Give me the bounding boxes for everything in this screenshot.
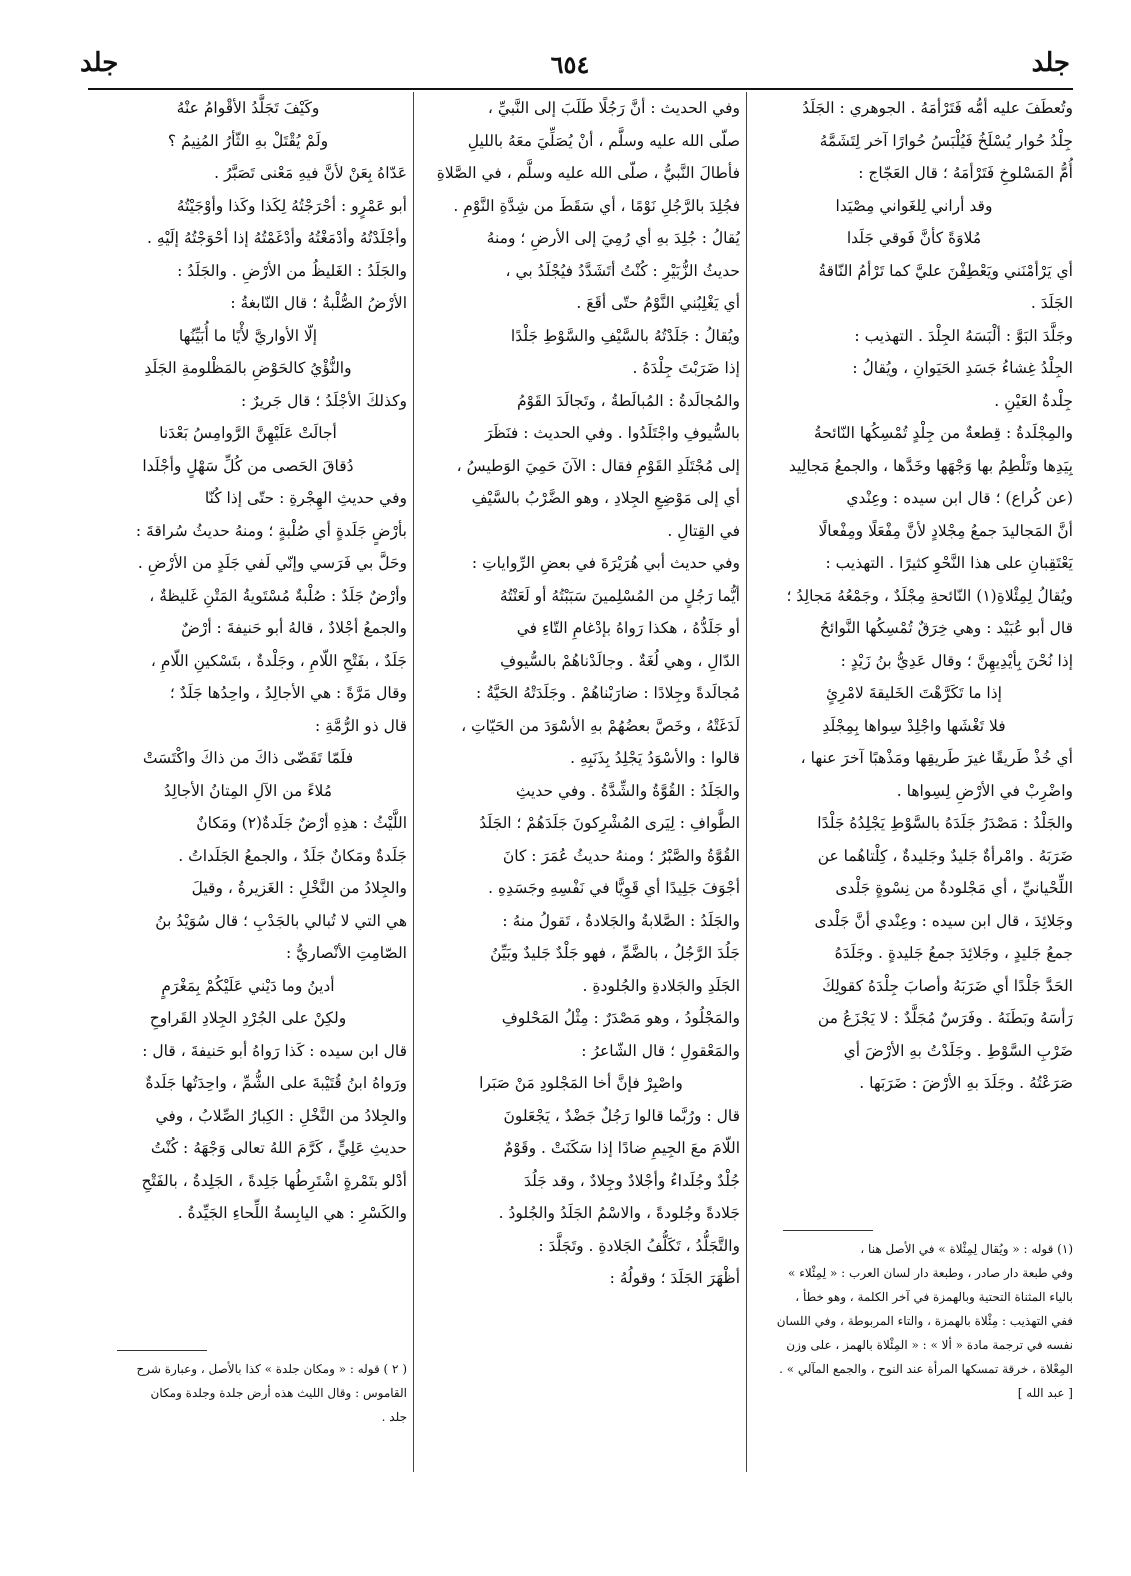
text-line: (عن كُراع) ؛ قال ابن سيده : وعِنْدي: [846, 489, 1073, 507]
column-right-body: [755, 92, 1073, 1100]
text-line: الجَلَدَ .: [1030, 294, 1073, 312]
text-line: أبو عَمْرٍو : أحْرَجْتُهُ لِكَذا وكَذا وأوْجَيْتُهُ: [176, 196, 407, 215]
text-line: جِلْدةُ العَيْنِ .: [994, 391, 1073, 410]
text-line: اللّامَ معَ الجِيمِ ضادًا إذا سَكَنَتْ . وقَوْمٌ: [503, 1139, 740, 1157]
text-line: ويُقالُ لِمِئْلاةِ(١) النّائحةِ مِجْلَدٌ ، وجَمْعُهُ مَجالِدُ ؛: [786, 586, 1073, 605]
text-line: الجَلَدِ والجَلادةِ والجُلودةِ .: [582, 976, 740, 995]
text-line: وكذلكَ الأجْلَدُ ؛ قال جَريرٌ :: [241, 391, 407, 410]
footnote-rule: [117, 1350, 207, 1351]
column-right: [755, 92, 1073, 1472]
header-word-left: جلد: [80, 48, 119, 78]
text-line: إذا ما تَكَرَّهْتَ الخَليقةَ لامْرِئٍ: [826, 684, 1002, 702]
text-line: إلّا الأواريَّ لأْيًا ما أُبَيِّنُها: [178, 326, 318, 345]
header-rule: [88, 88, 1073, 90]
column-middle: [422, 92, 740, 1472]
text-line: الدّالِ ، وهي لُغَةٌ . وجالَدْناهُمْ بالسُّيوفِ: [500, 651, 740, 670]
footnote-left: [89, 1342, 407, 1429]
text-line: يَعْتَقِبانِ على هذا النَّحْوِ كثيرًا . التهذيب :: [825, 554, 1073, 572]
text-line: واضْرِبْ في الأرْضِ لِسِواها .: [896, 781, 1073, 800]
text-line: بِيَدِها وتَلْطِمُ بها وَجْهَها وخَدَّها ، والجمعُ مَجالِيد: [788, 456, 1073, 475]
footnote-line: بالياء المثناة التحتية وبالهمزة في آخر الكلمة ، وهو خطأ ،: [795, 1290, 1073, 1304]
text-line: والجَلَدُ : الصَّلابةُ والجَلادةُ ، تَقولُ منهُ :: [502, 911, 740, 930]
footnote-right-body: [755, 1237, 1073, 1405]
text-line: وفي حديث أبي هُرَيْرَةَ في بعضِ الرِّواياتِ :: [471, 554, 740, 572]
footnote-left-body: [89, 1357, 407, 1429]
text-line: مُجالَدةً وجِلادًا : ضارَبْناهُمْ . وجَلَدَتْهُ الحَيَّةُ :: [476, 684, 740, 702]
text-line: مُلاوَةً كأنَّ فَوقي جَلَدا: [846, 229, 982, 247]
text-line: والمُجالَدةُ : المُبالَطةُ ، وتَجالَدَ القَوْمُ: [516, 391, 740, 410]
text-line: رَأسَهُ وبَطَنَهُ . وفَرَسٌ مُجَلَّدٌ : لا يَجْزَعُ من: [817, 1009, 1073, 1027]
text-line: أنَّ المَجاليدَ جمعُ مِجْلادٍ لأنَّ مِفْعَلًا ومِفْعالًا: [818, 521, 1073, 540]
text-line: وحَلَّ بي فَرَسي وإنّي لَفي جَلَدٍ من الأرْضِ .: [137, 554, 407, 572]
text-line: الصّامِتِ الأنْصاريُّ :: [285, 944, 407, 962]
text-line: القُوَّةُ والصَّبْرُ ؛ ومنهُ حديثُ عُمَرَ : كانَ: [502, 846, 740, 865]
text-line: قال ابن سيده : كَذا رَواهُ أبو حَنيفةَ ، قال :: [142, 1041, 407, 1060]
page-number: ٦٥٤: [550, 50, 590, 79]
text-line: الحَدَّ جَلْدًا أي ضَرَبَهُ وأصابَ جِلْدَهُ كقولِكَ: [822, 976, 1073, 995]
column-divider: [413, 92, 414, 1472]
text-line: فجُلِدَ بالرَّجُلِ نَوْمًا ، أي سَقَطَ من شِدَّةِ النَّوْمِ .: [453, 196, 740, 215]
text-line: والمَعْقولِ ؛ قال الشّاعرُ :: [581, 1041, 740, 1060]
text-line: إذا نُحْنَ بِأيْدِيهِنَّ ؛ وقال عَدِيُّ بنُ زَيْدٍ :: [840, 651, 1073, 670]
text-line: والجمعُ أجْلادٌ ، قالهُ أبو حَنيفةَ : أرْضٌ: [181, 619, 407, 637]
text-line: إذا ضَرَبْتَ جِلْدَهُ .: [632, 359, 740, 377]
column-left-body: [89, 92, 407, 1230]
text-line: أيُّما رَجُلٍ من المُسْلِمينَ سَبَبْتُهُ أو لَعَنْتُهُ: [499, 586, 740, 605]
text-line: قال ذو الرُّمَّةِ :: [315, 716, 407, 735]
text-line: لَدَغَتْهُ ، وخَصَّ بعضُهُمْ بهِ الأسْوَدَ من الحَيّاتِ ،: [461, 716, 740, 735]
text-line: فأطالَ النَّبيُّ ، صلّى الله عليه وسلَّم ، في الصَّلاةِ: [436, 164, 740, 182]
text-line: حديثُ الزُّبَيْرِ : كُنْتُ أتَشَدَّدُ فيُجْلَدُ بي ،: [505, 261, 740, 280]
footnote-line: القاموس : وقال الليث هذه أرض جلدة وجلدة ومكان: [150, 1386, 407, 1400]
text-line: أدْلو بتَمْرةٍ اشْتَرِطُها جَلِدةً ، الجَلِدةُ ، بالفَتْحِ: [141, 1171, 407, 1190]
text-line: وقد أراني لِلغَواني مِصْيَدا: [835, 196, 993, 215]
text-line: وتُعطَفَ عليه أمُّه فَتَرْأمَهُ . الجوهري : الجَلَدُ: [802, 99, 1073, 117]
text-line: فلَمّا تَقَضّى ذاكَ من ذاكَ واكْتَسَتْ: [142, 749, 354, 767]
footnote-line: المِعْلاة ، خرقة تمسكها المرأة عند النوح ، والجمع المآلي » .: [779, 1362, 1073, 1376]
text-line: وجَلَّدَ البَوَّ : ألْبَسَهُ الجِلْدَ . التهذيب :: [854, 326, 1073, 345]
text-line: جمعُ جَليدٍ ، وجَلائِدَ جمعُ جَليدةٍ . وجَلَدَهُ: [834, 944, 1073, 962]
text-line: أجْوَفَ جَلِيدًا أي قَوِيًّا في نَفْسِهِ وجَسَدِهِ .: [488, 879, 740, 897]
column-left: [89, 92, 407, 1472]
text-columns: [88, 92, 1073, 1472]
text-line: جَلَدةٌ ومَكانٌ جَلَدٌ ، والجمعُ الجَلَداتُ .: [178, 846, 407, 865]
text-line: وفي الحديث : أنَّ رَجُلًا طَلَبَ إلى النَّبيِّ ،: [487, 99, 740, 117]
footnote-line: ففي التهذيب : مِئْلاة بالهمزة ، والتاء المربوطة ، وفي اللسان: [776, 1314, 1073, 1328]
text-line: والجَلْدُ : مَصْدَرُ جَلَدَهُ بالسَّوْطِ يَجْلِدُهُ جَلْدًا: [817, 814, 1073, 832]
text-line: ويُقالُ : جَلَدْتُهُ بالسَّيْفِ والسَّوْطِ جَلْدًا: [510, 326, 740, 345]
text-line: وأجْلَدْتُهُ وأدْمَغْتُهُ وأدْغَمْتُهُ إذا أحْوَجْتُهُ إلَيْهِ .: [147, 229, 407, 247]
text-line: جَلادةً وجُلودةً ، والاسْمُ الجَلَدُ والجُلودُ .: [498, 1204, 740, 1222]
text-line: والجَلَدُ : الغَليظُ من الأرْضِ . والجَلَدُ :: [177, 261, 407, 280]
text-line: أُمُّ المَسْلوخِ فَتَرْأمَهُ ؛ قال العَجّاج :: [858, 164, 1073, 182]
footnote-line: (١) قوله : « ويُقال لِمِئْلاة » في الأصل هنا ،: [860, 1242, 1073, 1256]
text-line: في القِتالِ .: [667, 521, 740, 540]
text-line: صَرَعْتُهُ . وجَلَدَ بهِ الأرْضَ : ضَرَبَها .: [859, 1074, 1073, 1092]
text-line: قال أبو عُبَيْد : وهي خِرَقٌ تُمْسِكُها النَّوائحُ: [819, 619, 1073, 637]
text-line: والمَجْلُودُ ، وهو مَصْدَرٌ : مِثْلُ المَحْلوفِ: [501, 1009, 740, 1027]
text-line: بأرْضٍ جَلَدةٍ أي صُلْبةٍ ؛ ومنهُ حديثُ سُراقةَ :: [135, 521, 407, 540]
text-line: والجَلَدُ : القُوَّةُ والشِّدَّةُ . وفي حديثِ: [515, 781, 740, 800]
text-line: أي يَرْأمْنَني ويَعْطِفْنَ عليَّ كما تَرْأمُ النّاقةُ: [818, 261, 1073, 280]
footnote-line: جلد .: [381, 1410, 407, 1424]
text-line: والتَّجَلُّدُ ، تَكَلُّفُ الجَلادةِ . وتَجَلَّدَ :: [538, 1236, 740, 1255]
footnote-line: [ عبد الله ]: [1017, 1386, 1073, 1400]
footnote-rule: [783, 1230, 873, 1231]
text-line: مُلاءً من الآلِ المِتانُ الأجالِدُ: [163, 781, 333, 800]
text-line: قال : ورُبَّما قالوا رَجُلٌ جَضْدٌ ، يَجْعَلونَ: [503, 1106, 740, 1125]
text-line: يُقالُ : جُلِدَ بهِ أي رُمِيَ إلى الأرضِ ؛ ومنهُ: [486, 229, 740, 247]
text-line: الجِلْدُ غِشاءُ جَسَدِ الحَيَوانِ ، ويُقالُ :: [852, 359, 1073, 377]
text-line: جُلْدٌ وجُلَداءُ وأجْلادٌ وجِلادٌ ، وقد جَلُدَ: [524, 1171, 740, 1190]
text-line: قالوا : والأسْوَدُ يَجْلِدُ بِذَنَبِهِ .: [570, 749, 740, 767]
text-line: أي خُذْ طَريقًا غيرَ طَريقِها ومَذْهبًا آخرَ عنها ،: [800, 749, 1073, 767]
text-line: والجِلادُ من النَّخْلِ : الغَزيرةُ ، وقيلَ: [191, 879, 407, 897]
text-line: وأرْضٌ جَلَدٌ : صُلْبةٌ مُسْتَويةُ المَتْنِ غَليظةٌ ،: [149, 586, 407, 605]
text-line: بالسُّيوفِ واجْتَلَدُوا . وفي الحديث : فنَظَرَ: [484, 424, 740, 442]
text-line: أظْهَرَ الجَلَدَ ؛ وقولُهُ :: [609, 1269, 740, 1287]
footnote-right: [755, 1222, 1073, 1405]
text-line: ورَواهُ ابنُ قُتَيْبةَ على الشُّمِّ ، واحِدَتُها جَلَدةٌ: [145, 1074, 407, 1092]
running-header: [70, 48, 1070, 88]
text-line: الطَّوافِ : لِيَرى المُشْرِكونَ جَلَدَهُمْ ؛ الجَلَدُ: [479, 814, 740, 832]
text-line: أي يَغْلِبُني النَّوْمُ حتّى أقَعَ .: [576, 294, 740, 312]
text-line: هي التي لا تُبالي بالجَدْبِ ؛ قال سُوَيْدُ بنُ: [155, 911, 407, 930]
text-line: والنُّؤْيُ كالحَوْضِ بالمَظْلومةِ الجَلَدِ: [144, 359, 352, 377]
footnote-line: ( ٢ ) قوله : « ومكان جلدة » كذا بالأصل ، وعبارة شرح: [136, 1362, 407, 1376]
text-line: جَلَدٌ ، بفَتْحِ اللّامِ ، وجَلْدةٌ ، بتَسْكينِ اللّامِ ،: [150, 651, 407, 670]
text-line: حديثِ عَلِيٍّ ، كَرَّمَ اللهُ تعالى وَجْهَهُ : كُنْتُ: [150, 1139, 407, 1157]
text-line: وقال مَرَّةً : هي الأجالِدُ ، واحِدُها جَلَدٌ ؛: [169, 684, 407, 702]
text-line: جَلُدَ الرَّجُلُ ، بالضَّمِّ ، فهو جَلْدٌ جَليدٌ وبَيِّنُ: [490, 944, 740, 962]
text-line: الأرْضُ الصُّلْبةُ ؛ قال النّابغةُ :: [230, 294, 407, 312]
text-line: صلّى الله عليه وسلَّم ، أنْ يُصَلِّيَ معَهُ بالليلِ: [467, 131, 740, 150]
text-line: وكَيْفَ تَجَلَّدُ الأقْوامُ عنْهُ: [176, 99, 320, 117]
column-divider: [746, 92, 747, 1472]
text-line: ولَمْ يُقْتَلْ بهِ الثّأرُ المُنِيمُ ؟: [167, 131, 329, 150]
text-line: أدينُ وما دَيْني عَلَيْكُمْ بِمَغْرَمٍ: [161, 976, 335, 995]
footnote-line: وفي طبعة دار صادر ، وطبعة دار لسان العرب : « لِمِئْلاء »: [788, 1266, 1073, 1280]
text-line: والجِلادُ من النَّخْلِ : الكِبارُ الصِّلابُ ، وفي: [155, 1106, 407, 1125]
text-line: إلى مُجْتَلَدِ القَوْمِ فقال : الآنَ حَمِيَ الوَطيسُ ،: [456, 456, 740, 475]
text-line: ضَرْبِ السَّوْطِ . وجَلَدْتُ بهِ الأرْضَ أي: [843, 1041, 1073, 1060]
text-line: واصْبِرْ فإنَّ أخا المَجْلودِ مَنْ صَبَرا: [479, 1074, 683, 1092]
text-line: والمِجْلَدةُ : قِطعةٌ من جِلْدٍ تُمْسِكُها النّائحةُ: [813, 424, 1073, 442]
text-line: وفي حديثِ الهِجْرةِ : حتّى إذا كُنّا: [204, 489, 407, 507]
text-line: اللِّحْيانيِّ ، أي مَجْلودةٌ من نِسْوةٍ جَلْدى: [835, 879, 1073, 897]
text-line: جِلْدُ حُوار يُسْلَخُ فَيُلْبَسُ حُوارًا آخر لِتَشَمَّهُ: [819, 131, 1073, 150]
column-middle-body: [422, 92, 740, 1295]
text-line: اللَّيْثُ : هذِهِ أرْضٌ جَلَدةٌ(٢) ومَكانٌ: [196, 814, 407, 832]
text-line: وجَلائِدَ ، قال ابن سيده : وعِنْدي أنَّ جَلْدى: [814, 911, 1073, 930]
text-line: والكَسْرِ : هي اليابِسةُ اللِّحاءِ الجَيِّدةُ .: [177, 1204, 407, 1222]
footnote-line: نفسه في ترجمة مادة « ألا » : « المِئْلاة بالهمز ، على وزن: [786, 1338, 1073, 1352]
text-line: دُقاقَ الحَصى من كُلِّ سَهْلٍ وأجْلَدا: [142, 456, 354, 475]
text-line: ضَرَبَهُ . وامْرأةٌ جَليدٌ وجَليدةٌ ، كِلْتاهُما عن: [817, 846, 1073, 865]
text-line: عَدّاهُ بِعَنْ لأنَّ فيهِ مَعْنى تَصَبَّرُ .: [214, 164, 407, 182]
text-line: ولكِنْ على الجُرْدِ الجِلادِ القَراوحِ: [149, 1009, 347, 1027]
text-line: أي إلى مَوْضِعِ الجِلادِ ، وهو الضَّرْبُ بالسَّيْفِ: [471, 489, 740, 507]
header-word-right: جلد: [1031, 48, 1070, 78]
text-line: فلا تَغْشَها واجْلِدْ سِواها بِمِجْلَدِ: [822, 716, 1006, 735]
text-line: أجالَتْ عَلَيْهِنَّ الرَّوامِسُ بَعْدَنا: [159, 424, 337, 442]
text-line: أو جَلَدُّهُ ، هكذا رَواهُ بإدْغامِ التّاءِ في: [516, 619, 740, 637]
